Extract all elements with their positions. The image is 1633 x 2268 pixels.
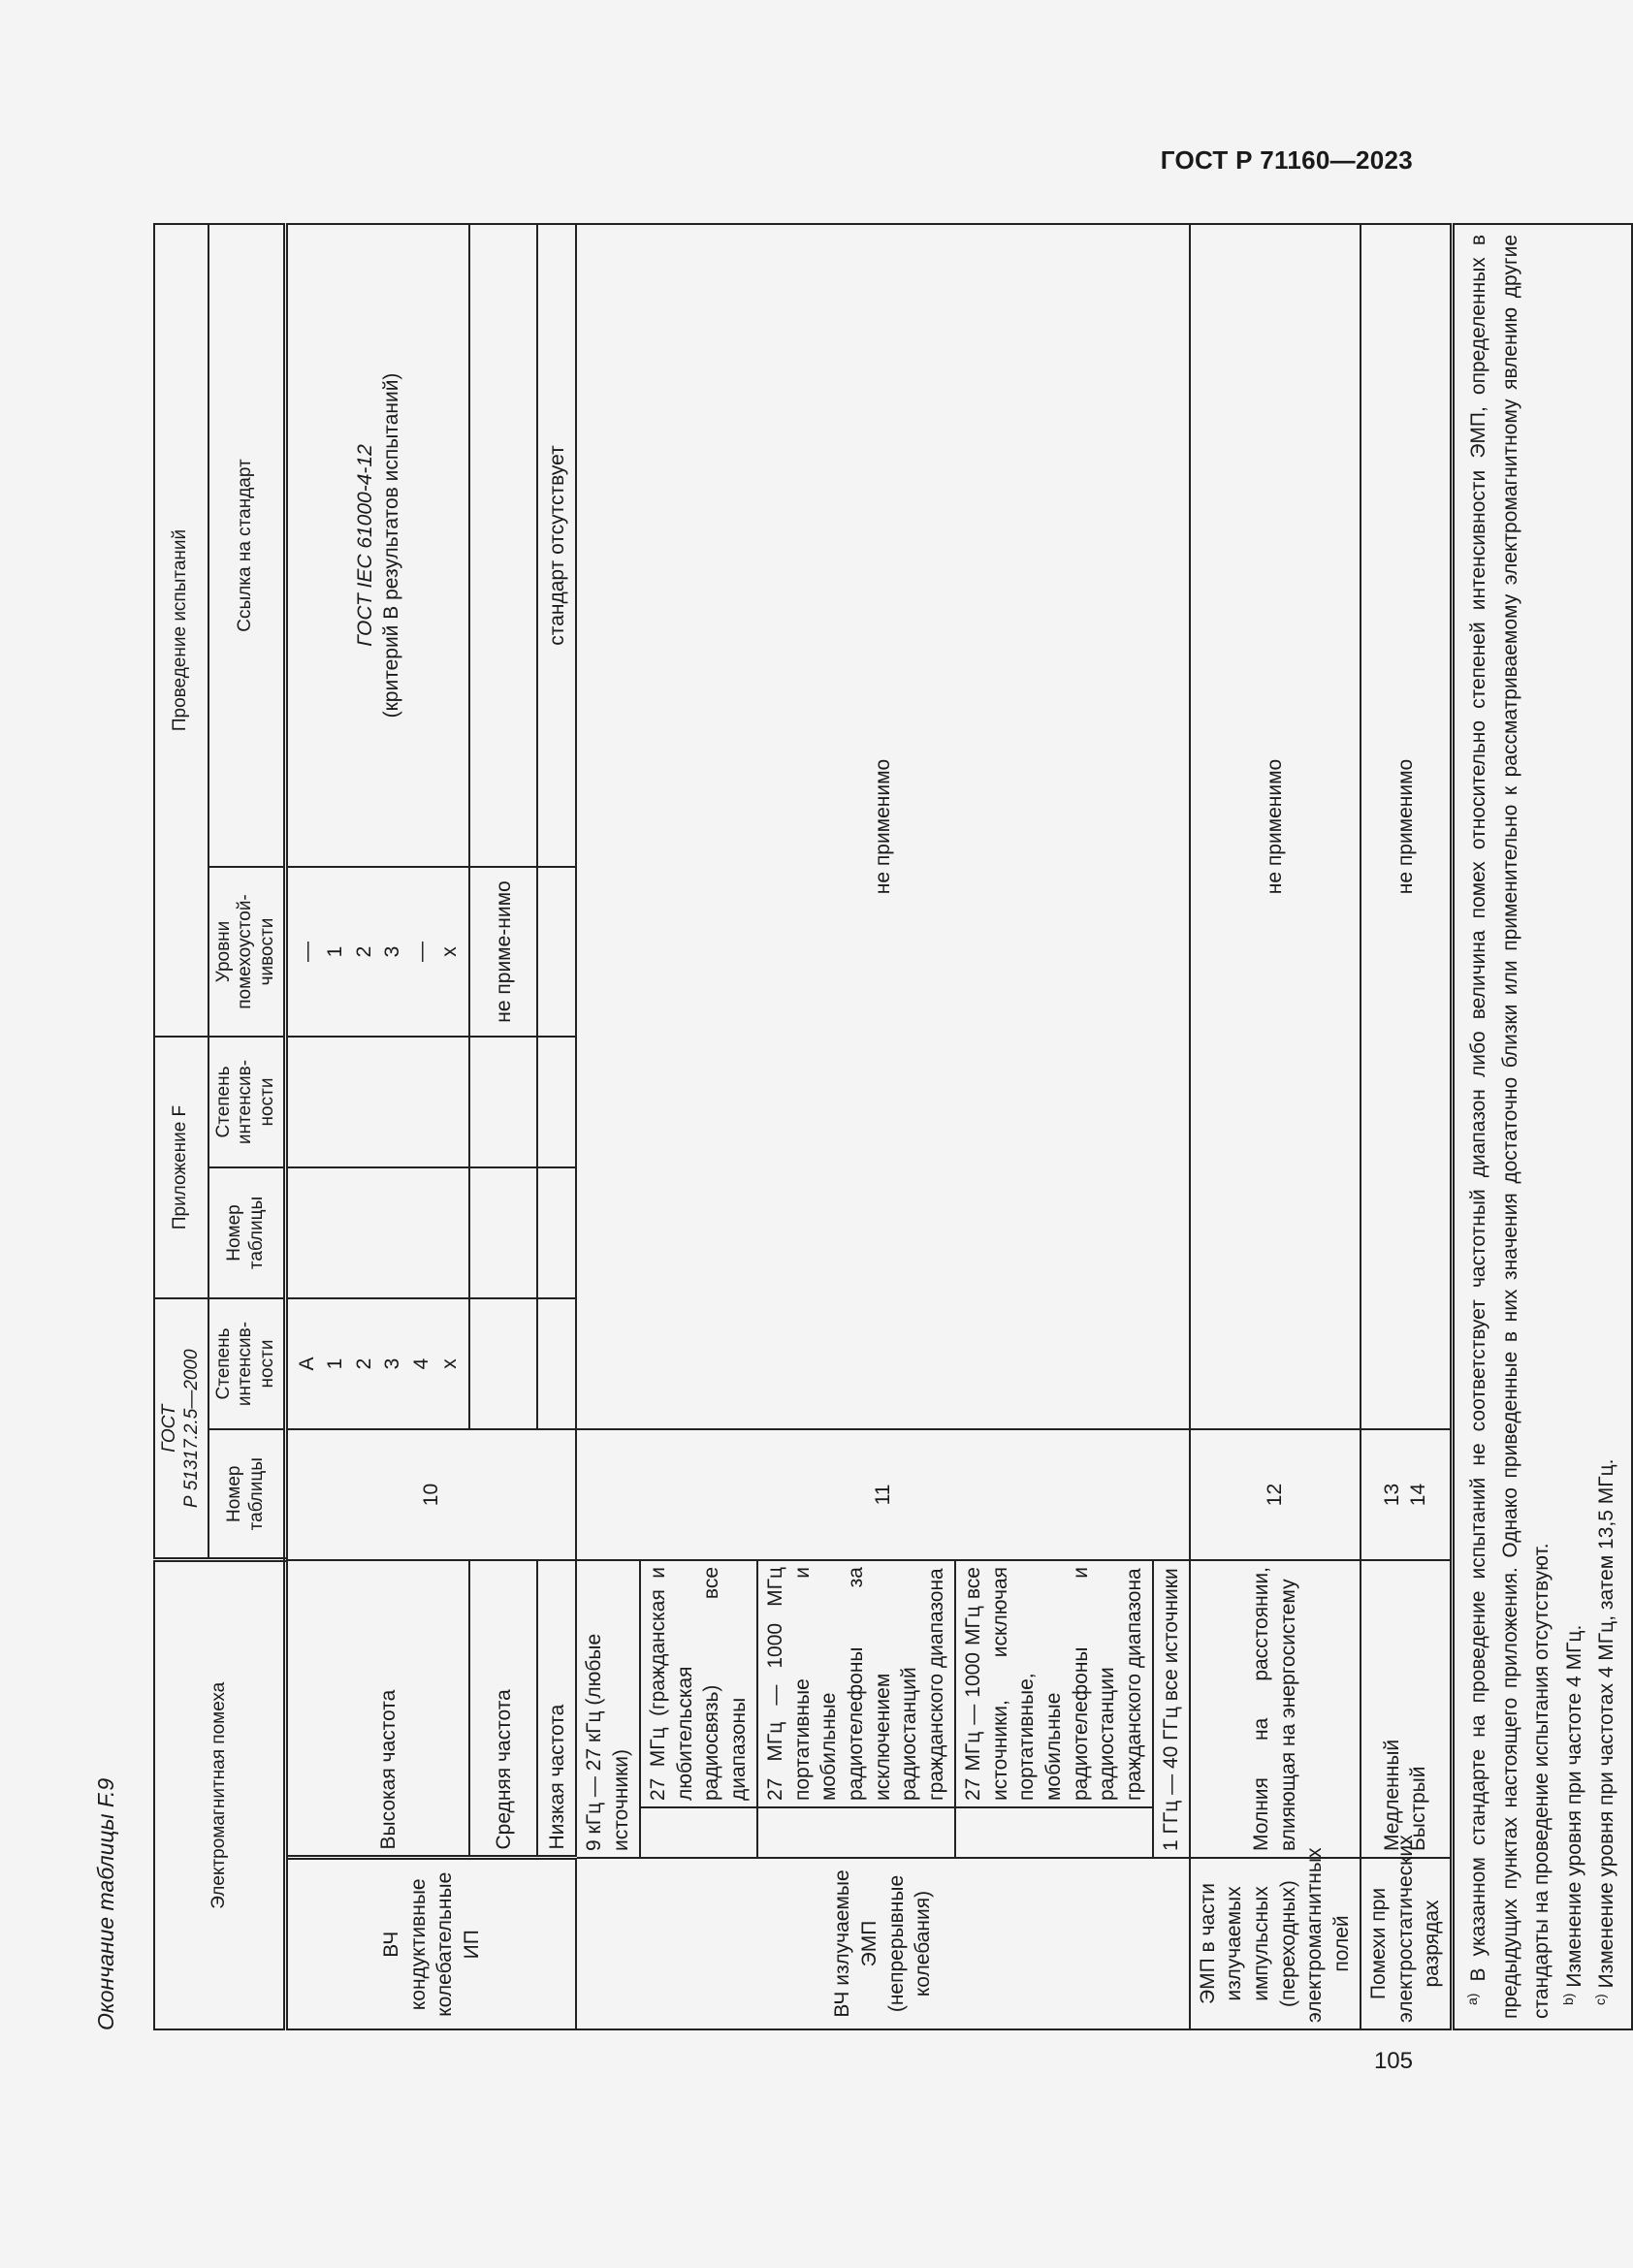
radiated-sub-1: 9 кГц — 27 кГц (любые источники) xyxy=(576,1560,639,1858)
radiated-sub-5: 1 ГГц — 40 ГГц все источники xyxy=(1153,1560,1190,1858)
header-annex-degree: Степень интенсив-ности xyxy=(208,1037,286,1167)
conducted-annex-table xyxy=(285,1167,469,1298)
header-test-ref: Ссылка на стандарт xyxy=(208,224,286,867)
conducted-gost-table: 10 xyxy=(285,1429,576,1560)
footnote-b: $^{b)}$ Изменение уровня при частоте 4 МГц. xyxy=(1559,1624,1585,2005)
header-emp: Электромагнитная помеха xyxy=(154,1560,285,2029)
label-high-frequency: Высокая частота xyxy=(285,1560,469,1858)
esd-gost-tables xyxy=(1361,1429,1453,1560)
radiated-sub-3: 27 МГц — 1000 МГц портативные и мобильные радиотелефоны за исключением радиостанций гражданского диапазона xyxy=(757,1560,955,1807)
label-medium-frequency: Средняя частота xyxy=(469,1560,537,1858)
footnote-a: $^{a)}$ В указанном стандарте на проведение испытаний не соответствует частотный диапазон либо величина помех относительно степеней интенсивности ЭМП, определенных в предыдущих пунктах настоящего приложения. Однако приведенные в них значения достаточно близки или применительно к рассматриваемому электромагнитному явлению другие стандарты на проведение испытания отсутствуют. xyxy=(1464,234,1553,2019)
category-esd: Помехи при электростатических разрядах xyxy=(1361,1858,1453,2029)
category-radiated: ВЧ излучаемые ЭМП (непрерывные колебания) xyxy=(576,1858,1189,2029)
radiated-sub-2: 27 МГц (гражданская и любительская радиосвязь) все диапазоны xyxy=(640,1560,757,1807)
table-caption: Окончание таблицы F.9 xyxy=(93,1777,118,2030)
rotated-table-area xyxy=(93,225,1618,2030)
conducted-levels: — 1 2 3 — x xyxy=(285,867,469,1037)
emi-table xyxy=(153,223,1633,2030)
label-lightning: Молния на расстоянии, влияющая на энергосистему xyxy=(1190,1560,1361,1858)
conducted-ref xyxy=(285,224,469,867)
conducted-ref-standard: ГОСТ IEC 61000-4-12 xyxy=(353,444,376,647)
category-conducted: ВЧ кондуктивные колебательные ИП xyxy=(285,1858,576,2029)
footnote-c: $^{c)}$ Изменение уровня при частотах 4 МГц, затем 13,5 МГц. xyxy=(1592,1458,1618,2005)
category-pulsed: ЭМП в части излучаемых импульсных (переходных) электромагнитных полей xyxy=(1190,1858,1361,2029)
document-header: ГОСТ Р 71160—2023 xyxy=(1160,145,1413,175)
header-gost-degree: Степень интенсив-ности xyxy=(208,1298,286,1429)
conducted-annex-degree xyxy=(285,1037,469,1167)
header-gost-table: Номер таблицы xyxy=(208,1429,286,1560)
header-test-group: Проведение испытаний xyxy=(154,224,208,1037)
header-test-levels: Уровни помехоустой-чивости xyxy=(208,867,286,1037)
esd-labels xyxy=(1361,1560,1453,1858)
page-number: 105 xyxy=(1373,2048,1413,2074)
pulsed-not-applicable: не применимо xyxy=(1190,224,1361,1429)
radiated-not-applicable: не применимо xyxy=(576,224,1189,1429)
label-slow: Медленный xyxy=(1380,1739,1403,1851)
radiated-sub-4: 27 МГц — 1000 МГц все источники, исключая портативные, мобильные радиотелефоны и радиостанции гражданского диапазона xyxy=(955,1560,1153,1807)
footnotes xyxy=(1453,224,1632,2029)
radiated-gost-table: 11 xyxy=(576,1429,1189,1560)
label-fast: Быстрый xyxy=(1407,1766,1430,1851)
conducted-ref-note: (критерий В результатов испытаний) xyxy=(380,372,403,719)
landscape-page xyxy=(93,225,1618,2030)
low-ref: стандарт отсутствует xyxy=(537,224,576,867)
label-low-frequency: Низкая частота xyxy=(537,1560,576,1858)
esd-gost-table-2: 14 xyxy=(1407,1483,1430,1507)
medium-levels: не приме-нимо xyxy=(469,867,537,1037)
esd-gost-table-1: 13 xyxy=(1380,1483,1403,1507)
header-annex-group: Приложение F xyxy=(154,1037,208,1298)
conducted-gost-degrees: A 1 2 3 4 x xyxy=(285,1298,469,1429)
pulsed-gost-table: 12 xyxy=(1190,1429,1361,1560)
esd-not-applicable: не применимо xyxy=(1361,224,1453,1429)
header-gost-group: ГОСТ Р 51317.2.5—2000 xyxy=(154,1298,208,1560)
header-annex-table: Номер таблицы xyxy=(208,1167,286,1298)
